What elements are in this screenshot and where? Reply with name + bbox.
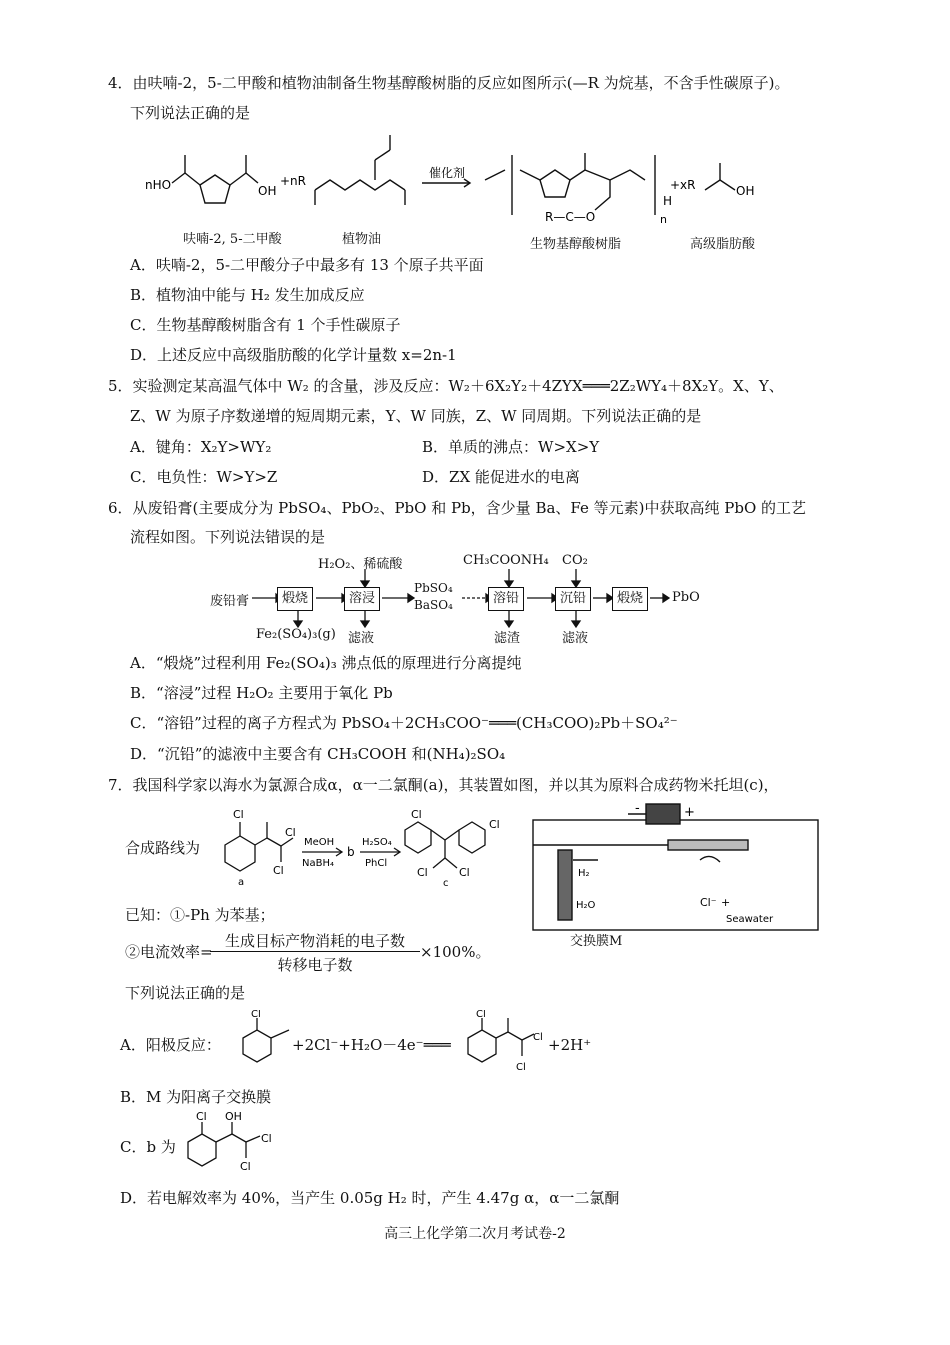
q7-reagent-meoh: MeOH — [304, 837, 335, 848]
q5-stem-2: Z、W 为原子序数递增的短周期元素，Y、W 同族，Z、W 同周期。下列说法正确的是 — [130, 407, 702, 425]
q4-option-b: B．植物油中能与 H₂ 发生加成反应 — [130, 286, 365, 304]
q7-b-label: b — [347, 845, 355, 859]
q6-flow-out-fe2so43: Fe₂(SO₄)₃(g) — [256, 627, 336, 642]
q5-option-d: D．ZX 能促进水的电离 — [422, 468, 580, 486]
q6-flow-box-calcine-1: 煅烧 — [277, 587, 313, 611]
q4-option-c: C．生物基醇酸树脂含有 1 个手性碳原子 — [130, 316, 401, 334]
q6-option-d: D．“沉铅”的滤液中主要含有 CH₃COOH 和(NH₄)₂SO₄ — [130, 745, 506, 763]
q7-option-a-product — [460, 1010, 550, 1075]
q4-label-oil: 植物油 — [342, 232, 382, 247]
q7-option-a-mid: +2Cl⁻+H₂O－4e⁻═══ — [292, 1036, 451, 1054]
q4-resin-n: n — [660, 213, 667, 226]
q7-c-label: c — [443, 878, 449, 889]
page-footer: 高三上化学第二次月考试卷-2 — [384, 1226, 566, 1242]
q4-resin-rco: R—C—O — [545, 210, 596, 224]
q7-electrolysis-apparatus — [528, 800, 828, 940]
q6-flow-mid-baso4: BaSO₄ — [414, 598, 453, 612]
q7-option-c-cl-3: Cl — [240, 1160, 251, 1173]
q7-option-c-prefix: C．b 为 — [120, 1138, 176, 1156]
q7-efficiency-numerator: 生成目标产物消耗的电子数 — [210, 930, 420, 952]
q7-app-minus: - — [635, 801, 640, 816]
q7-reagent-h2so4: H₂SO₄ — [362, 837, 392, 848]
q6-flow-box-precipitate: 沉铅 — [555, 587, 591, 611]
q6-flow-in-co2: CO₂ — [562, 553, 588, 568]
q7-option-a-product-cl-2: Cl — [533, 1032, 543, 1043]
q7-option-c-cl-1: Cl — [196, 1110, 207, 1123]
q7-stem: 7．我国科学家以海水为氯源合成α，α一二氯酮(a)，其装置如图，并以其为原料合成药物米托坦(c)， — [108, 776, 779, 794]
q4-nr: +nR — [280, 174, 306, 188]
q7-a-cl-3: Cl — [273, 864, 284, 877]
q5-option-b: B．单质的沸点：W>X>Y — [422, 438, 600, 456]
q6-flow-in-h2o2: H₂O₂、稀硫酸 — [318, 557, 403, 572]
q5-stem-1: 5．实验测定某高温气体中 W₂ 的含量，涉及反应：W₂＋6X₂Y₂＋4ZYX═══2Z₂WY₄＋8X₂Y。X、Y、 — [108, 377, 784, 395]
q7-synthesis-route — [205, 800, 525, 890]
q4-label-acid: 高级脂肪酸 — [690, 237, 756, 252]
q7-option-a-product-cl-3: Cl — [516, 1062, 526, 1073]
q7-option-a-reactant — [235, 1010, 295, 1070]
q7-app-plus: + — [684, 805, 695, 820]
q6-stem-2: 流程如图。下列说法错误的是 — [130, 528, 326, 546]
q7-efficiency-denominator: 转移电子数 — [277, 956, 353, 974]
q6-option-a: A．“煅烧”过程利用 Fe₂(SO₄)₃ 沸点低的原理进行分离提纯 — [130, 654, 522, 672]
q7-c-cl-2: Cl — [489, 818, 500, 831]
q6-flow-box-leach: 溶浸 — [344, 587, 380, 611]
q6-flow-out-filtrate-2: 滤液 — [562, 631, 589, 646]
q4-label-furan: 呋喃-2, 5-二甲酸 — [183, 232, 282, 247]
q7-reagent-nabh4: NaBH₄ — [302, 858, 334, 869]
q7-app-seawater: Seawater — [726, 914, 774, 925]
q4-resin-h: H — [663, 194, 673, 208]
q7-app-h2: H₂ — [578, 868, 590, 879]
q7-c-cl-4: Cl — [459, 866, 470, 879]
q4-option-a: A．呋喃-2，5-二甲酸分子中最多有 13 个原子共平面 — [130, 256, 484, 274]
q7-efficiency-suffix: ×100%。 — [420, 943, 491, 961]
q6-flow-in-ch3coonh4: CH₃COONH₄ — [463, 553, 549, 568]
q6-flow-box-dissolve: 溶铅 — [488, 587, 524, 611]
q7-efficiency-prefix: ②电流效率= — [125, 943, 213, 961]
q7-app-h2o: H₂O — [576, 900, 596, 911]
q4-xr: +xR — [670, 178, 696, 192]
q6-stem-1: 6．从废铅膏(主要成分为 PbSO₄、PbO₂、PbO 和 Pb，含少量 Ba、Fe 等元素)中获取高纯 PbO 的工艺 — [108, 499, 807, 517]
q7-route-label: 合成路线为 — [125, 839, 201, 857]
q6-flow-mid-pbso4: PbSO₄ — [414, 581, 453, 595]
q4-stem: 4．由呋喃-2，5-二甲酸和植物油制备生物基醇酸树脂的反应如图所示(—R 为烷基，不含手性碳原子)。 — [108, 74, 790, 92]
q4-n-coef: nHO — [145, 178, 172, 192]
q7-c-cl-3: Cl — [417, 866, 428, 879]
q7-known-1: 已知：①-Ph 为苯基； — [125, 906, 275, 924]
q7-prompt: 下列说法正确的是 — [125, 984, 246, 1002]
q7-option-a-prefix: A．阳极反应： — [120, 1036, 221, 1054]
q4-prompt: 下列说法正确的是 — [130, 104, 251, 122]
q7-c-cl-1: Cl — [411, 808, 422, 821]
q4-label-resin: 生物基醇酸树脂 — [530, 237, 622, 252]
q6-flow-out-residue: 滤渣 — [494, 631, 521, 646]
q6-option-b: B．“溶浸”过程 H₂O₂ 主要用于氧化 Pb — [130, 684, 393, 702]
q7-a-label: a — [238, 877, 245, 888]
q7-app-cl-ion: Cl⁻ — [700, 896, 717, 909]
q7-option-a-suffix: +2H⁺ — [548, 1036, 592, 1054]
q7-reagent-phcl: PhCl — [365, 858, 388, 869]
q7-option-d: D．若电解效率为 40%，当产生 0.05g H₂ 时，产生 4.47g α，α一二氯酮 — [120, 1189, 620, 1207]
q6-flow-box-calcine-2: 煅烧 — [612, 587, 648, 611]
q5-option-c: C．电负性：W>Y>Z — [130, 468, 278, 486]
q6-flow-out-filtrate-1: 滤液 — [348, 631, 375, 646]
q7-app-membrane: 交换膜M — [570, 934, 623, 949]
q4-option-d: D．上述反应中高级脂肪酸的化学计量数 x=2n-1 — [130, 346, 457, 364]
q5-option-a: A．键角：X₂Y>WY₂ — [130, 438, 272, 456]
q7-option-c-oh: OH — [225, 1110, 242, 1123]
q7-option-a-reactant-cl: Cl — [251, 1010, 261, 1020]
q7-a-cl-2: Cl — [285, 826, 296, 839]
q6-flow-start: 废铅膏 — [210, 594, 250, 609]
q7-option-a-product-cl-1: Cl — [476, 1010, 486, 1020]
q7-option-b: B．M 为阳离子交换膜 — [120, 1088, 272, 1106]
q6-flow-end: PbO — [672, 590, 700, 605]
q4-reaction-scheme — [140, 125, 780, 230]
q7-option-c-cl-2: Cl — [261, 1132, 272, 1145]
q6-option-c: C．“溶铅”过程的离子方程式为 PbSO₄＋2CH₃COO⁻═══(CH₃COO)₂Pb＋SO₄²⁻ — [130, 714, 678, 732]
q4-oh: OH — [258, 184, 277, 198]
q4-catalyst: 催化剂 — [429, 166, 466, 180]
q7-a-cl-1: Cl — [233, 808, 244, 821]
q7-option-c-structure — [180, 1110, 290, 1180]
q7-app-plus-sign: + — [721, 896, 731, 909]
q4-acid-oh: OH — [736, 184, 755, 198]
